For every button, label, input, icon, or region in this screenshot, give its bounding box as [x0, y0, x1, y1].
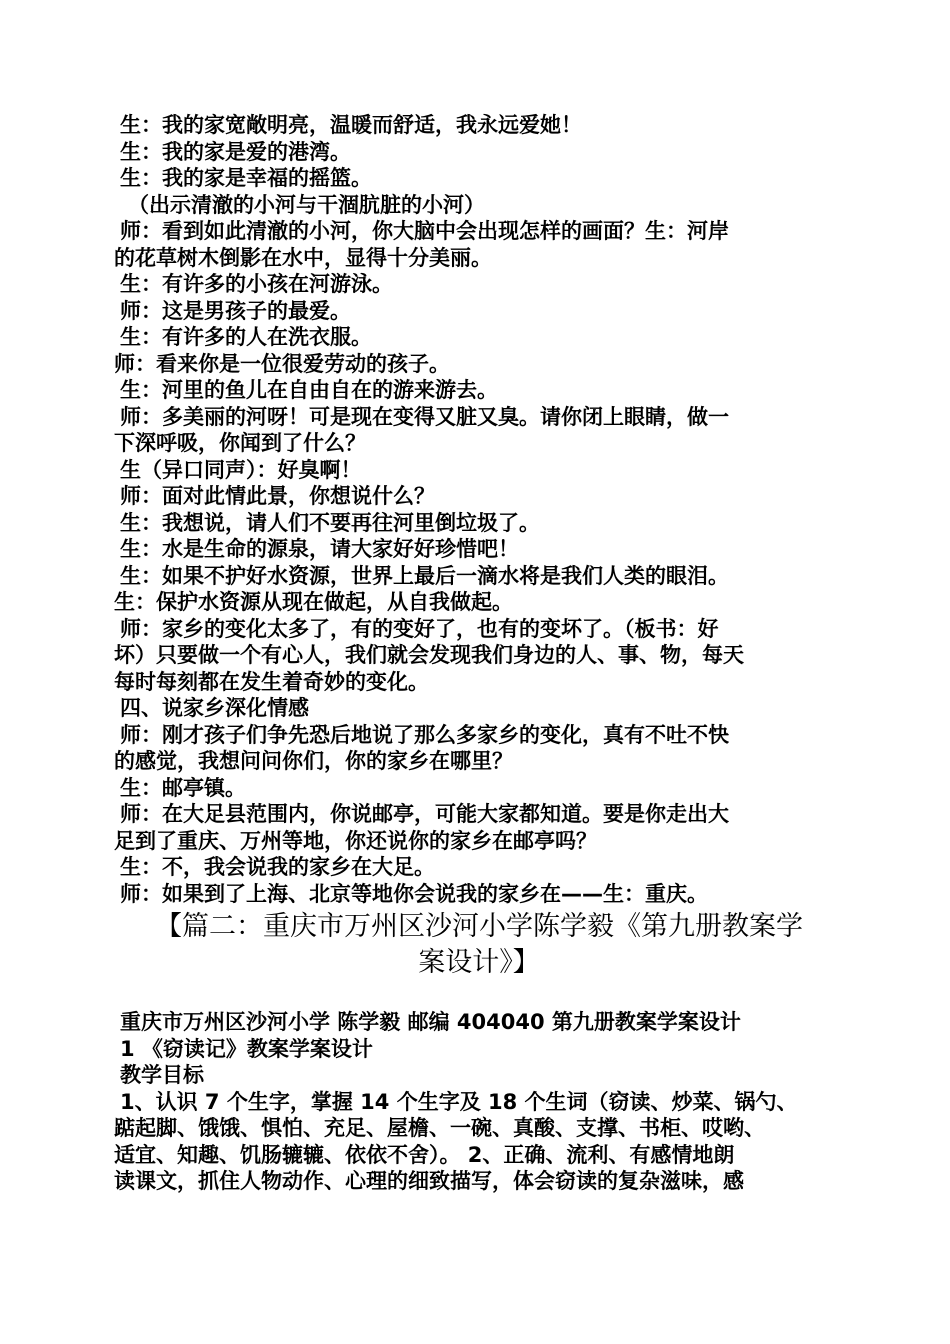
- text-line: 师：看到如此清澈的小河，你大脑中会出现怎样的画面？生：河岸: [120, 219, 729, 243]
- text-line: 生：水是生命的源泉，请大家好好珍惜吧！: [120, 537, 519, 561]
- text-line: 的花草树木倒影在水中，显得十分美丽。: [114, 245, 492, 270]
- text-line: 四、说家乡深化情感: [120, 696, 309, 720]
- text-line: 生：不，我会说我的家乡在大足。: [120, 855, 435, 879]
- text-line: （出示清澈的小河与干涸肮脏的小河）: [128, 192, 485, 217]
- text-line: 师：如果到了上海、北京等地你会说我的家乡在——生：重庆。: [120, 881, 708, 906]
- text-line: 教学目标: [120, 1063, 204, 1087]
- text-line: 师：面对此情此景，你想说什么？: [120, 484, 435, 508]
- text-line: 师：刚才孩子们争先恐后地说了那么多家乡的变化，真有不吐不快: [120, 722, 729, 747]
- text-line: 生：我的家宽敞明亮，温暖而舒适，我永远爱她！: [120, 113, 582, 137]
- text-line: 踮起脚、饿饿、惧怕、充足、屋檐、一碗、真酸、支撑、书柜、哎哟、: [114, 1116, 765, 1140]
- text-line: 师：在大足县范围内，你说邮亭，可能大家都知道。要是你走出大: [120, 802, 729, 826]
- text-line: 重庆市万州区沙河小学 陈学毅 邮编 404040 第九册教案学案设计: [120, 1010, 741, 1034]
- text-line: 生：我的家是幸福的摇篮。: [120, 166, 372, 190]
- section-heading-line-2: 案设计》】: [418, 947, 540, 978]
- text-line: 生：我想说，请人们不要再往河里倒垃圾了。: [120, 510, 540, 535]
- text-line: 生：有许多的人在洗衣服。: [120, 325, 372, 349]
- text-line: 生：我的家是爱的港湾。: [120, 139, 351, 164]
- text-line: 生（异口同声）：好臭啊！: [120, 457, 362, 482]
- text-line: 生：有许多的小孩在河游泳。: [120, 272, 393, 296]
- text-line: 师：多美丽的河呀！可是现在变得又脏又臭。请你闭上眼睛，做一: [120, 404, 729, 429]
- lesson-plan-section: [114, 1009, 844, 1195]
- text-line: 1、认识 7 个生字，掌握 14 个生字及 18 个生词（窃读、炒菜、锅勺、: [120, 1089, 798, 1114]
- text-line: 足到了重庆、万州等地，你还说你的家乡在邮亭吗？: [114, 828, 597, 853]
- dialogue-section: [114, 112, 844, 907]
- text-line: 生：如果不护好水资源，世界上最后一滴水将是我们人类的眼泪。: [120, 563, 729, 588]
- text-line: 适宜、知趣、饥肠辘辘、依依不舍）。 2、正确、流利、有感情地朗: [114, 1142, 735, 1167]
- text-line: 师：这是男孩子的最爱。: [120, 298, 351, 323]
- section-heading: [114, 909, 844, 981]
- spacer: [114, 981, 844, 1009]
- text-line: 师：家乡的变化太多了，有的变好了，也有的变坏了。（板书：好: [120, 616, 719, 641]
- text-line: 生：邮亭镇。: [120, 775, 246, 800]
- text-line: 师：看来你是一位很爱劳动的孩子。: [114, 351, 450, 376]
- text-line: 生：河里的鱼儿在自由自在的游来游去。: [120, 378, 498, 402]
- text-line: 读课文，抓住人物动作、心理的细致描写，体会窃读的复杂滋味，感: [114, 1169, 744, 1193]
- text-line: 下深呼吸，你闻到了什么？: [114, 431, 366, 455]
- text-line: 坏）只要做一个有心人，我们就会发现我们身边的人、事、物，每天: [114, 643, 744, 667]
- text-line: 1 《窃读记》教案学案设计: [120, 1036, 373, 1061]
- document-page: [114, 112, 844, 1195]
- section-heading-line-1: 【篇二：重庆市万州区沙河小学陈学毅《第九册教案学: [155, 911, 803, 942]
- text-line: 每时每刻都在发生着奇妙的变化。: [114, 669, 429, 694]
- text-line: 生：保护水资源从现在做起，从自我做起。: [114, 590, 513, 614]
- text-line: 的感觉，我想问问你们，你的家乡在哪里？: [114, 749, 513, 773]
